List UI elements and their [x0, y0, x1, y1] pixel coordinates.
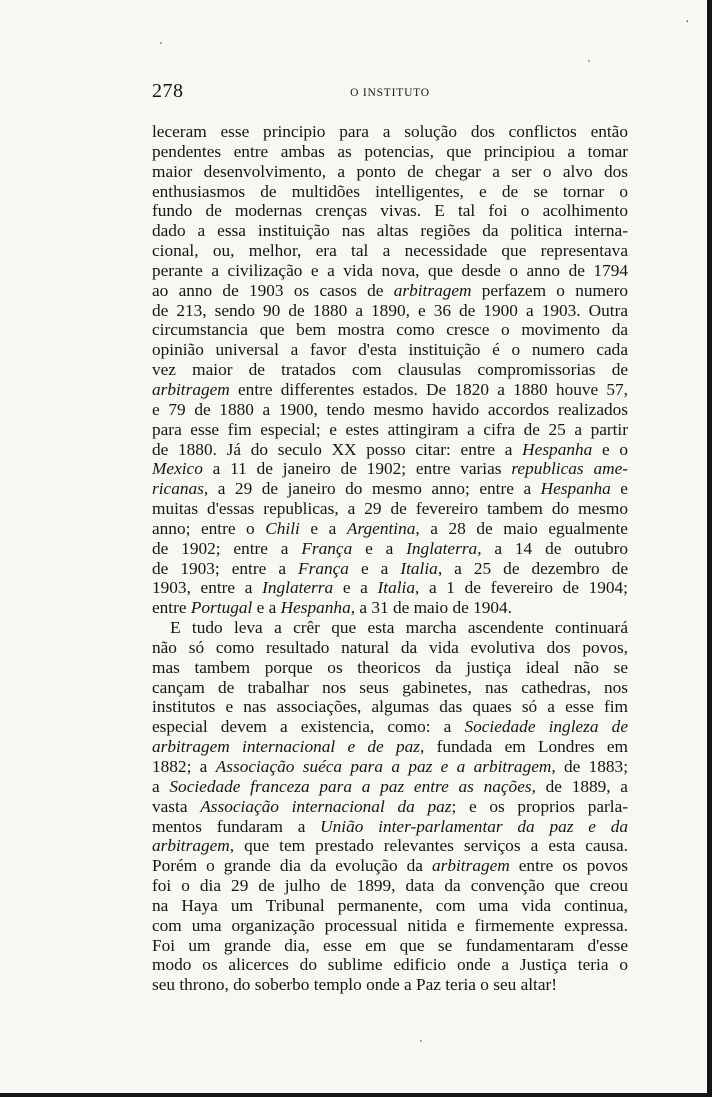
- text-line: dado a essa instituição nas altas regiões da politica interna-: [152, 221, 628, 241]
- text-line: ricanas, a 29 de janeiro do mesmo anno; entre a Hespanha e: [152, 479, 628, 499]
- text-line: mentos fundaram a União inter-parlamentar da paz e da: [152, 816, 629, 836]
- text-line: leceram esse principio para a solução dos conflictos então: [152, 122, 628, 141]
- text-line: cional, ou, melhor, era tal a necessidade que representava: [152, 241, 628, 261]
- text-line: não só como resultado natural da vida evolutiva dos povos,: [152, 637, 628, 657]
- text-line: para esse fim especial; e estes attingiram a cifra de 25 a partir: [152, 419, 628, 439]
- text-line: enthusiasmos de multidões intelligentes, e de se tornar o: [152, 181, 628, 201]
- text-line: anno; entre o Chili e a Argentina, a 28 de maio egualmente: [152, 518, 628, 538]
- text-line: perante a civilização e a vida nova, que desde o anno de 1794: [152, 260, 628, 280]
- paper-speck: [420, 1040, 422, 1042]
- page-number: 278: [152, 80, 184, 102]
- text-line: de 213, sendo 90 de 1880 a 1890, e 36 de 1900 a 1903. Outra: [152, 300, 628, 320]
- text-line: vasta Associação internacional da paz; e os proprios parla-: [152, 796, 629, 816]
- running-title: O INSTITUTO: [350, 87, 430, 99]
- text-line: Porém o grande dia da evolução da arbitragem entre os povos: [152, 856, 628, 876]
- text-line: opinião universal a favor d'esta instituição é o numero cada: [152, 340, 628, 360]
- text-line: 1903, entre a Inglaterra e a Italia, a 1 de fevereiro de 1904;: [152, 578, 628, 598]
- text-line: muitas d'essas republicas, a 29 de fevereiro tambem do mesmo: [152, 499, 628, 519]
- text-line: arbitragem, que tem prestado relevantes serviços a esta causa.: [152, 836, 628, 856]
- text-line: ao anno de 1903 os casos de arbitragem perfazem o numero: [152, 280, 628, 300]
- text-line: seu throno, do soberbo templo onde a Paz teria o seu altar!: [152, 975, 558, 995]
- text-line: mas tambem porque os theoricos da justiça ideal não se: [152, 657, 628, 677]
- text-line: arbitragem entre differentes estados. De 1820 a 1880 houve 57,: [152, 379, 628, 399]
- text-line: circumstancia que bem mostra como cresce o movimento da: [152, 320, 628, 340]
- text-line: vez maior de tratados com clausulas compromissorias de: [152, 360, 628, 380]
- page-header: [152, 80, 628, 106]
- paper-speck: [588, 60, 590, 62]
- text-line: de 1902; entre a França e a Inglaterra, a 14 de outubro: [152, 538, 628, 558]
- text-line: pendentes entre ambas as potencias, que principiou a tomar: [152, 141, 628, 161]
- text-line: na Haya um Tribunal permanente, com uma vida continua,: [152, 895, 628, 915]
- text-line: a Sociedade franceza para a paz entre as nações, de 1889, a: [152, 776, 628, 796]
- text-line: e 79 de 1880 a 1900, tendo mesmo havido accordos realizados: [152, 399, 628, 419]
- text-line: Mexico a 11 de janeiro de 1902; entre varias republicas ame-: [152, 459, 628, 479]
- text-line: arbitragem internacional e de paz, fundada em Londres em: [152, 737, 628, 757]
- text-line: de 1880. Já do seculo XX posso citar: entre a Hespanha e o: [152, 439, 628, 459]
- text-line: Foi um grande dia, esse em que se fundamentaram d'esse: [152, 935, 628, 955]
- text-line: maior desenvolvimento, a ponto de chegar a ser o alvo dos: [152, 161, 628, 181]
- text-line: 1882; a Associação suéca para a paz e a arbitragem, de 1883;: [152, 757, 628, 776]
- text-line: institutos e nas associações, algumas das quaes só a esse fim: [152, 697, 628, 717]
- paper-speck: [160, 42, 162, 44]
- body-text: [152, 122, 628, 995]
- text-line: especial devem a existencia, como: a Sociedade ingleza de: [152, 717, 628, 737]
- text-line: modo os alicerces do sublime edificio onde a Justiça teria o: [152, 955, 628, 975]
- text-line: cançam de trabalhar nos seus gabinetes, nas cathedras, nos: [152, 677, 628, 697]
- text-line: foi o dia 29 de julho de 1899, data da convenção que creou: [152, 876, 628, 896]
- text-line: E tudo leva a crêr que esta marcha ascendente continuará: [170, 618, 628, 638]
- page-corner-mark: ·: [685, 15, 690, 30]
- text-line: com uma organização processual nitida e firmemente expressa.: [152, 915, 628, 935]
- text-line: entre Portugal e a Hespanha, a 31 de maio de 1904.: [152, 598, 512, 618]
- text-line: fundo de modernas crenças vivas. E tal foi o acolhimento: [152, 201, 628, 221]
- text-line: de 1903; entre a França e a Italia, a 25 de dezembro de: [152, 558, 629, 578]
